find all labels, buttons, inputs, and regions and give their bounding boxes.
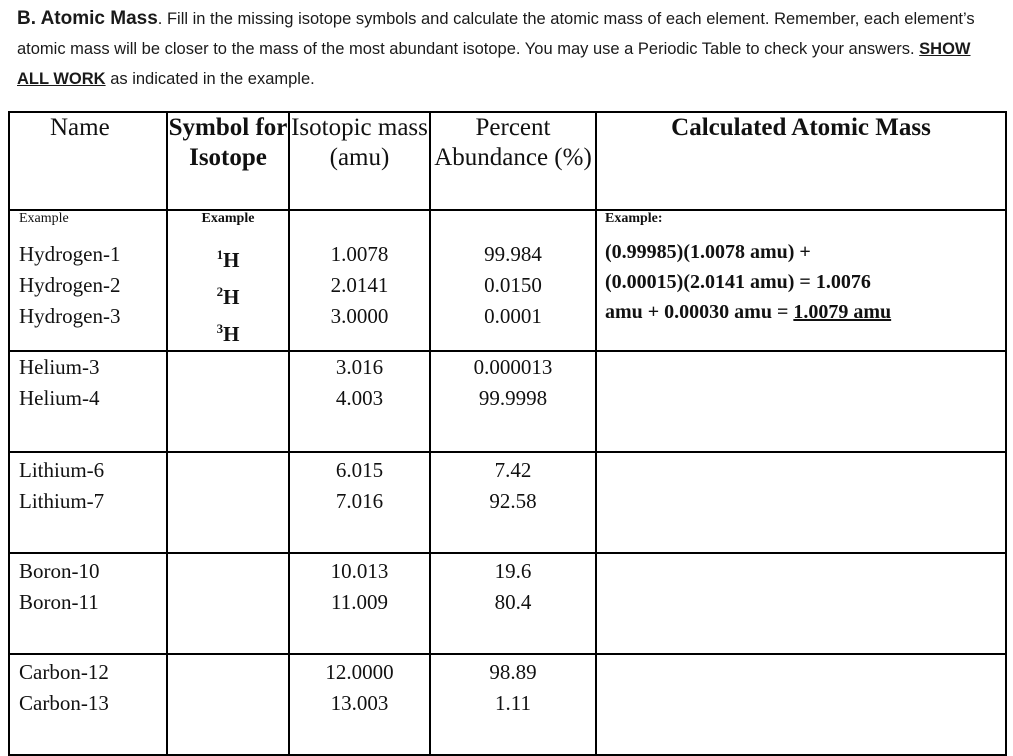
isotope-name: Boron-11 (19, 590, 99, 614)
isotope-mass: 3.016 (335, 355, 384, 379)
calc-answer-cell[interactable] (596, 452, 1006, 553)
isotope-mass: 11.009 (331, 590, 388, 614)
header-mass: Isotopic mass (amu) (289, 112, 430, 210)
isotope-mass: 2.0141 (330, 273, 389, 297)
header-calc: Calculated Atomic Mass (596, 112, 1006, 210)
isotope-mass: 3.0000 (330, 304, 389, 328)
isotope-percent: 1.11 (495, 691, 531, 715)
isotope-mass: 10.013 (330, 559, 389, 583)
header-row (9, 112, 1006, 210)
isotope-name: Lithium-7 (19, 489, 105, 513)
symbol-answer-cell[interactable] (167, 553, 289, 654)
isotope-percent: 19.6 (494, 559, 532, 583)
element-row-carbon (9, 654, 1006, 755)
element-row-lithium (9, 452, 1006, 553)
example-calc-cell (596, 210, 1006, 351)
isotope-percent: 99.984 (484, 242, 542, 266)
example-name: Hydrogen-1 (19, 242, 121, 266)
instructions-text-end: as indicated in the example. (105, 70, 315, 88)
example-label: Example (19, 211, 69, 226)
isotope-name: Boron-10 (19, 559, 100, 583)
isotope-percent: 0.0150 (484, 273, 542, 297)
isotope-mass: 12.0000 (325, 660, 394, 684)
example-names (19, 239, 166, 332)
calc-answer-cell[interactable] (596, 351, 1006, 452)
mass-cell (289, 351, 430, 452)
header-percent: Percent Abundance (%) (430, 112, 596, 210)
show-all-work-text: SHOW ALL WORK (17, 40, 971, 88)
name-cell (9, 351, 167, 452)
symbol-answer-cell[interactable] (167, 351, 289, 452)
example-row (9, 210, 1006, 351)
atomic-mass-table (8, 111, 1007, 756)
isotope-percent: 98.89 (489, 660, 537, 684)
percent-cell (430, 452, 596, 553)
isotope-mass: 4.003 (335, 386, 384, 410)
symbol-answer-cell[interactable] (167, 654, 289, 755)
instructions-text: . Fill in the missing isotope symbols and calculate the atomic mass of each element. Remember, each element’s atomic mass will be closer to the mass of the most abundant isotope. You may use a Periodic Table to check your answers. (17, 10, 975, 58)
isotope-mass: 1.0078 (330, 242, 389, 266)
isotope-percent: 80.4 (494, 590, 532, 614)
instructions (17, 4, 1002, 94)
isotope-symbol: $^3$H (216, 321, 240, 346)
isotope-name: Lithium-6 (19, 458, 105, 482)
example-name-cell (9, 210, 167, 351)
percent-cell (430, 654, 596, 755)
isotope-name: Helium-4 (19, 386, 100, 410)
element-row-helium (9, 351, 1006, 452)
isotope-percent: 7.42 (494, 458, 532, 482)
example-symbols (168, 239, 288, 350)
isotope-mass: 7.016 (335, 489, 384, 513)
example-result: 1.0079 amu (793, 301, 892, 323)
percent-cell (430, 351, 596, 452)
name-cell (9, 452, 167, 553)
isotope-percent: 0.0001 (484, 304, 542, 328)
section-heading: B. Atomic Mass (17, 8, 158, 29)
mass-cell (289, 452, 430, 553)
header-name: Name (9, 112, 167, 210)
example-calculation: (0.99985)(1.0078 amu) + (0.00015)(2.0141 amu) = 1.0076 amu + 0.00030 amu = 1.0079 amu (605, 241, 892, 323)
isotope-mass: 13.003 (330, 691, 389, 715)
isotope-percent: 0.000013 (473, 355, 553, 379)
example-mass-cell (289, 210, 430, 351)
isotope-name: Helium-3 (19, 355, 100, 379)
isotope-percent: 99.9998 (478, 386, 548, 410)
header-symbol: Symbol for Isotope (167, 112, 289, 210)
example-name: Hydrogen-3 (19, 304, 121, 328)
example-percent-cell (430, 210, 596, 351)
isotope-name: Carbon-12 (19, 660, 109, 684)
isotope-symbol: $^1$H (216, 247, 240, 272)
mass-cell (289, 553, 430, 654)
name-cell (9, 654, 167, 755)
calc-answer-cell[interactable] (596, 654, 1006, 755)
isotope-mass: 6.015 (335, 458, 384, 482)
element-row-boron (9, 553, 1006, 654)
example-symbol-cell (167, 210, 289, 351)
name-cell (9, 553, 167, 654)
isotope-symbol: $^2$H (216, 284, 240, 309)
calc-answer-cell[interactable] (596, 553, 1006, 654)
mass-cell (289, 654, 430, 755)
example-name: Hydrogen-2 (19, 273, 121, 297)
example-symbol-label: Example (201, 211, 255, 226)
isotope-name: Carbon-13 (19, 691, 109, 715)
symbol-answer-cell[interactable] (167, 452, 289, 553)
example-calc-label: Example: (605, 211, 663, 226)
percent-cell (430, 553, 596, 654)
isotope-percent: 92.58 (489, 489, 537, 513)
